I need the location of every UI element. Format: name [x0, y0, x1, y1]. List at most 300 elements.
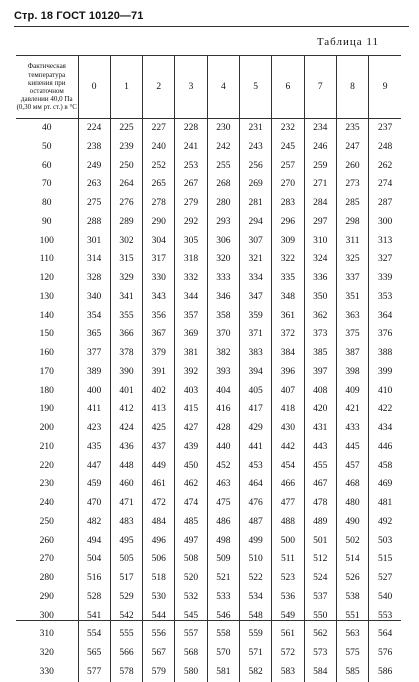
table-cell: 537: [304, 588, 336, 607]
row-temperature-cell: 330: [39, 666, 54, 677]
table-cell: 253: [175, 157, 207, 176]
header-cell-col-0: 0: [78, 56, 110, 119]
table-row: [16, 119, 401, 138]
table-cell: 392: [175, 363, 207, 382]
table-cell: 412: [110, 400, 142, 419]
table-cell: 313: [369, 232, 401, 251]
table-cell: 429: [239, 419, 271, 438]
table-cell: 518: [143, 569, 175, 588]
header-cell-col-8: 8: [336, 56, 368, 119]
table-row: [16, 475, 401, 494]
table-cell: 459: [78, 475, 110, 494]
table-cell: 483: [110, 513, 142, 532]
table-cell: 264: [110, 175, 142, 194]
table-cell: 370: [207, 325, 239, 344]
table-cell: 486: [207, 513, 239, 532]
table-cell: 252: [143, 157, 175, 176]
table-cell: 476: [239, 494, 271, 513]
table-cell: 311: [336, 232, 368, 251]
table-cell: 334: [239, 269, 271, 288]
table-cell: 470: [78, 494, 110, 513]
table-cell: 306: [207, 232, 239, 251]
table-cell: 489: [304, 513, 336, 532]
table-cell: 273: [336, 175, 368, 194]
table-cell: 420: [304, 400, 336, 419]
table-cell: 538: [336, 588, 368, 607]
table-cell: 441: [239, 438, 271, 457]
table-row: [16, 288, 401, 307]
table-cell: 247: [336, 138, 368, 157]
table-cell: 351: [336, 288, 368, 307]
table-cell: 393: [207, 363, 239, 382]
table-cell: 455: [304, 457, 336, 476]
table-cell: 571: [239, 644, 271, 663]
table-cell: 396: [272, 363, 304, 382]
table-cell: 375: [336, 325, 368, 344]
table-cell: 330: [143, 269, 175, 288]
table-cell: 490: [336, 513, 368, 532]
table-cell: 472: [143, 494, 175, 513]
table-cell: 276: [110, 194, 142, 213]
table-cell: 425: [143, 419, 175, 438]
table-cell: 562: [304, 625, 336, 644]
table-cell: 268: [207, 175, 239, 194]
table-cell: 530: [143, 588, 175, 607]
table-cell: 379: [143, 344, 175, 363]
table-cell: 435: [78, 438, 110, 457]
table-cell: 409: [336, 382, 368, 401]
table-cell: 309: [272, 232, 304, 251]
table-cell: 520: [175, 569, 207, 588]
table-cell: 503: [369, 532, 401, 551]
table-cell: 369: [175, 325, 207, 344]
table-cell: 231: [239, 119, 271, 138]
table-cell: 575: [336, 644, 368, 663]
table-cell: 458: [369, 457, 401, 476]
row-temperature-cell: 310: [39, 629, 54, 640]
table-cell: 383: [239, 344, 271, 363]
table-cell: 549: [272, 607, 304, 626]
table-cell: 399: [369, 363, 401, 382]
table-cell: 356: [143, 307, 175, 326]
table-cell: 497: [175, 532, 207, 551]
table-cell: 403: [175, 382, 207, 401]
table-cell: 293: [207, 213, 239, 232]
table-cell: 424: [110, 419, 142, 438]
row-temperature-cell: 180: [39, 385, 54, 396]
table-cell: 256: [239, 157, 271, 176]
table-cell: 317: [143, 250, 175, 269]
table-cell: 536: [272, 588, 304, 607]
table-row: [16, 325, 401, 344]
table-cell: 343: [143, 288, 175, 307]
row-temperature-cell: 60: [42, 160, 52, 171]
table-cell: 249: [78, 157, 110, 176]
row-temperature-cell: 280: [39, 573, 54, 583]
table-cell: 500: [272, 532, 304, 551]
table-cell: 262: [369, 157, 401, 176]
table-cell: 556: [143, 625, 175, 644]
table-cell: 482: [78, 513, 110, 532]
table-cell: 573: [304, 644, 336, 663]
table-cell: 576: [369, 644, 401, 663]
table-cell: 506: [143, 550, 175, 569]
table-cell: 553: [369, 607, 401, 626]
header-cell-col-6: 6: [272, 56, 304, 119]
table-row: [16, 175, 401, 194]
table-caption: Таблица 11: [316, 36, 379, 48]
table-cell: 495: [110, 532, 142, 551]
row-temperature-cell: 260: [39, 535, 54, 546]
table-row: [16, 138, 401, 157]
table-cell: 385: [304, 344, 336, 363]
table-cell: 297: [304, 213, 336, 232]
table-cell: 408: [304, 382, 336, 401]
table-cell: 566: [110, 644, 142, 663]
table-row: [16, 307, 401, 326]
table-cell: 487: [239, 513, 271, 532]
table-cell: 284: [304, 194, 336, 213]
table-cell: 582: [239, 663, 271, 682]
row-temperature-cell: 80: [42, 198, 52, 208]
table-cell: 462: [175, 475, 207, 494]
row-temperature-cell: 220: [39, 460, 54, 471]
table-cell: 583: [272, 663, 304, 682]
table-cell: 227: [143, 119, 175, 138]
table-cell: 461: [143, 475, 175, 494]
table-cell: 389: [78, 363, 110, 382]
table-cell: 439: [175, 438, 207, 457]
table-cell: 512: [304, 550, 336, 569]
table-cell: 453: [239, 457, 271, 476]
table-cell: 394: [239, 363, 271, 382]
table-cell: 542: [110, 607, 142, 626]
table-cell: 467: [304, 475, 336, 494]
page-header: Стр. 18 ГОСТ 10120—71: [14, 10, 144, 22]
table-cell: 555: [110, 625, 142, 644]
table-row: [16, 382, 401, 401]
table-cell: 411: [78, 400, 110, 419]
table-cell: 372: [272, 325, 304, 344]
table-cell: 346: [207, 288, 239, 307]
table-cell: 333: [207, 269, 239, 288]
table-cell: 239: [110, 138, 142, 157]
header-cell-col-4: 4: [207, 56, 239, 119]
table-cell: 554: [78, 625, 110, 644]
table-row: [16, 363, 401, 382]
header-cell-col-2: 2: [143, 56, 175, 119]
table-cell: 428: [207, 419, 239, 438]
row-temperature-cell: 240: [39, 498, 54, 508]
table-body: [16, 119, 401, 682]
table-cell: 564: [369, 625, 401, 644]
table-cell: 296: [272, 213, 304, 232]
table-cell: 302: [110, 232, 142, 251]
table-row: [16, 588, 401, 607]
table-cell: 292: [175, 213, 207, 232]
table-cell: 480: [336, 494, 368, 513]
row-temperature-cell: 300: [39, 610, 54, 621]
table-cell: 421: [336, 400, 368, 419]
table-cell: 454: [272, 457, 304, 476]
table-cell: 377: [78, 344, 110, 363]
table-cell: 315: [110, 250, 142, 269]
table-cell: 446: [369, 438, 401, 457]
table-cell: 436: [110, 438, 142, 457]
table-cell: 287: [369, 194, 401, 213]
table-row: [16, 269, 401, 288]
table-cell: 433: [336, 419, 368, 438]
row-temperature-cell: 320: [39, 648, 54, 658]
table-cell: 401: [110, 382, 142, 401]
table-cell: 359: [239, 307, 271, 326]
table-cell: 281: [239, 194, 271, 213]
table-cell: 450: [175, 457, 207, 476]
table-cell: 241: [175, 138, 207, 157]
row-temperature-cell: 190: [39, 404, 54, 415]
table-cell: 572: [272, 644, 304, 663]
table-cell: 307: [239, 232, 271, 251]
table-row: [16, 400, 401, 419]
table-cell: 361: [272, 307, 304, 326]
table-row: [16, 213, 401, 232]
table-cell: 447: [78, 457, 110, 476]
table-cell: 540: [369, 588, 401, 607]
table-cell: 290: [143, 213, 175, 232]
table-cell: 354: [78, 307, 110, 326]
table-cell: 285: [336, 194, 368, 213]
table-cell: 320: [207, 250, 239, 269]
table-cell: 341: [110, 288, 142, 307]
table-cell: 413: [143, 400, 175, 419]
table-cell: 318: [175, 250, 207, 269]
table-cell: 527: [369, 569, 401, 588]
table-cell: 528: [78, 588, 110, 607]
table-cell: 516: [78, 569, 110, 588]
table-cell: 579: [143, 663, 175, 682]
table-cell: 367: [143, 325, 175, 344]
table-cell: 242: [207, 138, 239, 157]
table-cell: 442: [272, 438, 304, 457]
table-cell: 514: [336, 550, 368, 569]
table-cell: 505: [110, 550, 142, 569]
table-cell: 529: [110, 588, 142, 607]
table-cell: 235: [336, 119, 368, 138]
table-row: [16, 344, 401, 363]
table-cell: 257: [272, 157, 304, 176]
table-cell: 335: [272, 269, 304, 288]
table-cell: 565: [78, 644, 110, 663]
table-cell: 469: [369, 475, 401, 494]
table-cell: 289: [110, 213, 142, 232]
table-cell: 517: [110, 569, 142, 588]
row-temperature-cell: 100: [39, 235, 54, 246]
table-cell: 544: [143, 607, 175, 626]
table-cell: 449: [143, 457, 175, 476]
table-cell: 279: [175, 194, 207, 213]
table-cell: 329: [110, 269, 142, 288]
table-cell: 471: [110, 494, 142, 513]
table-cell: 522: [239, 569, 271, 588]
table-cell: 557: [175, 625, 207, 644]
row-temperature-cell: 250: [39, 516, 54, 527]
table-cell: 304: [143, 232, 175, 251]
table-cell: 283: [272, 194, 304, 213]
table-cell: 496: [143, 532, 175, 551]
table-cell: 484: [143, 513, 175, 532]
table-cell: 340: [78, 288, 110, 307]
table-row: [16, 250, 401, 269]
table-cell: 546: [207, 607, 239, 626]
table-cell: 234: [304, 119, 336, 138]
row-temperature-cell: 90: [42, 216, 52, 227]
table-row: [16, 513, 401, 532]
table-cell: 494: [78, 532, 110, 551]
table-cell: 474: [175, 494, 207, 513]
table-cell: 418: [272, 400, 304, 419]
table-row: [16, 644, 401, 663]
table-cell: 382: [207, 344, 239, 363]
table-cell: 460: [110, 475, 142, 494]
table-cell: 407: [272, 382, 304, 401]
table-cell: 545: [175, 607, 207, 626]
table-cell: 250: [110, 157, 142, 176]
header-rule: [14, 26, 409, 27]
table-cell: 548: [239, 607, 271, 626]
table-cell: 561: [272, 625, 304, 644]
table-cell: 246: [304, 138, 336, 157]
table-cell: 371: [239, 325, 271, 344]
table-cell: 410: [369, 382, 401, 401]
table-row: [16, 194, 401, 213]
table-cell: 457: [336, 457, 368, 476]
table-cell: 332: [175, 269, 207, 288]
table-cell: 298: [336, 213, 368, 232]
table-cell: 581: [207, 663, 239, 682]
table-cell: 423: [78, 419, 110, 438]
table-cell: 288: [78, 213, 110, 232]
table-cell: 387: [336, 344, 368, 363]
row-temperature-cell: 270: [39, 554, 54, 565]
table-cell: 270: [272, 175, 304, 194]
table-cell: 357: [175, 307, 207, 326]
table-cell: 422: [369, 400, 401, 419]
table-cell: 431: [304, 419, 336, 438]
table-cell: 478: [304, 494, 336, 513]
table-cell: 275: [78, 194, 110, 213]
table-cell: 240: [143, 138, 175, 157]
table-cell: 232: [272, 119, 304, 138]
table-cell: 376: [369, 325, 401, 344]
table-cell: 585: [336, 663, 368, 682]
table-cell: 488: [272, 513, 304, 532]
table-cell: 336: [304, 269, 336, 288]
table-cell: 498: [207, 532, 239, 551]
table-cell: 238: [78, 138, 110, 157]
table-cell: 381: [175, 344, 207, 363]
table-cell: 339: [369, 269, 401, 288]
table-row: [16, 419, 401, 438]
table-cell: 260: [336, 157, 368, 176]
table-cell: 402: [143, 382, 175, 401]
table-cell: 398: [336, 363, 368, 382]
table-cell: 468: [336, 475, 368, 494]
table-cell: 437: [143, 438, 175, 457]
table-cell: 366: [110, 325, 142, 344]
table-cell: 224: [78, 119, 110, 138]
table-cell: 337: [336, 269, 368, 288]
table-cell: 466: [272, 475, 304, 494]
table-cell: 541: [78, 607, 110, 626]
table-cell: 390: [110, 363, 142, 382]
table-cell: 551: [336, 607, 368, 626]
table-cell: 570: [207, 644, 239, 663]
row-temperature-cell: 150: [39, 329, 54, 340]
table-row: [16, 157, 401, 176]
table-cell: 416: [207, 400, 239, 419]
row-temperature-cell: 230: [39, 479, 54, 490]
table-cell: 243: [239, 138, 271, 157]
table-cell: 230: [207, 119, 239, 138]
table-cell: 463: [207, 475, 239, 494]
table-cell: 363: [336, 307, 368, 326]
boiling-temperature-table: [16, 55, 401, 682]
table-cell: 550: [304, 607, 336, 626]
table-cell: 325: [336, 250, 368, 269]
table-cell: 348: [272, 288, 304, 307]
table-row: [16, 532, 401, 551]
table-cell: 524: [304, 569, 336, 588]
table-cell: 280: [207, 194, 239, 213]
table-cell: 445: [336, 438, 368, 457]
table-cell: 452: [207, 457, 239, 476]
table-cell: 430: [272, 419, 304, 438]
table-cell: 417: [239, 400, 271, 419]
table-row: [16, 663, 401, 682]
table-cell: 324: [304, 250, 336, 269]
header-cell-temperature: Фактическая температура кипения при остаточном давлении 40,0 Па (0,30 мм рт. ст.) в °С: [16, 56, 78, 119]
table-cell: 225: [110, 119, 142, 138]
table-cell: 248: [369, 138, 401, 157]
table-cell: 310: [304, 232, 336, 251]
header-cell-col-1: 1: [110, 56, 142, 119]
table-cell: 404: [207, 382, 239, 401]
table-cell: 521: [207, 569, 239, 588]
table-cell: 267: [175, 175, 207, 194]
table-cell: 301: [78, 232, 110, 251]
table-cell: 384: [272, 344, 304, 363]
table-cell: 300: [369, 213, 401, 232]
table-row: [16, 569, 401, 588]
table-cell: 502: [336, 532, 368, 551]
row-temperature-cell: 290: [39, 591, 54, 602]
table-cell: 228: [175, 119, 207, 138]
table-bottom-rule: [16, 620, 401, 621]
table-cell: 464: [239, 475, 271, 494]
table-cell: 532: [175, 588, 207, 607]
row-temperature-cell: 140: [39, 310, 54, 321]
table-cell: 353: [369, 288, 401, 307]
table-cell: 515: [369, 550, 401, 569]
table-cell: 405: [239, 382, 271, 401]
table-cell: 440: [207, 438, 239, 457]
table-cell: 373: [304, 325, 336, 344]
table-cell: 294: [239, 213, 271, 232]
table-cell: 274: [369, 175, 401, 194]
table-cell: 578: [110, 663, 142, 682]
table-cell: 558: [207, 625, 239, 644]
table-cell: 477: [272, 494, 304, 513]
